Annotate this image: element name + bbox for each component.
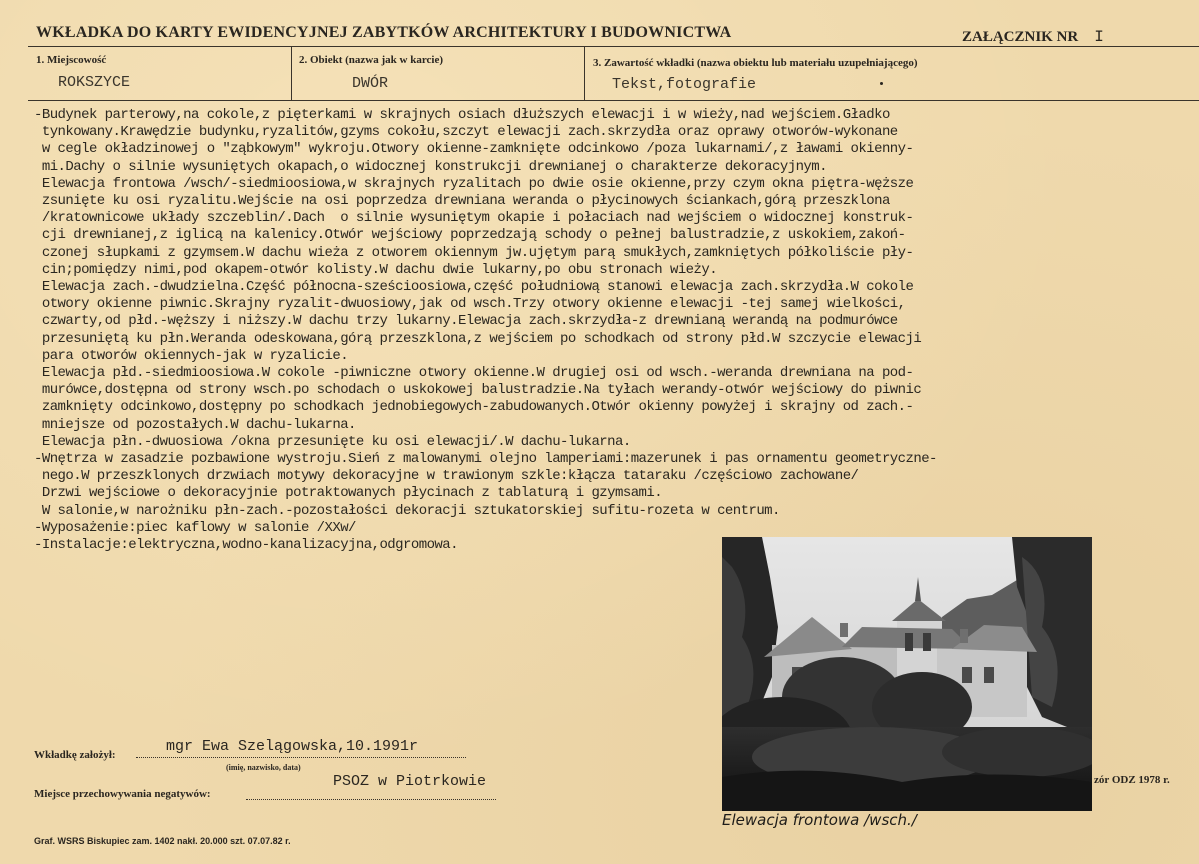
description-line: cji drewnianej,z iglicą na kalenicy.Otwór wejściowy poprzedzają schody o pełnej balustradzie,z uskokiem,zakoń- xyxy=(34,227,906,244)
description-line: przesuniętą ku płn.Weranda odeskowana,górą przeszklona,z wejściem po schodkach od strony płd.W szczycie elewacji xyxy=(34,330,922,347)
content-label: 3. Zawartość wkładki (nazwa obiektu lub materiału uzupełniającego) xyxy=(593,57,918,69)
description-line: W salonie,w narożniku płn-zach.-pozostałości dekoracji sztukatorskiej sufitu-rozeta w centrum. xyxy=(34,502,780,519)
description-line: Elewacja płn.-dwuosiowa /okna przesunięte ku osi elewacji/.W dachu-lukarna. xyxy=(34,433,631,450)
storage-label: Miejsce przechowywania negatywów: xyxy=(34,788,211,800)
author-dotted-line xyxy=(136,757,466,758)
description-line: -Budynek parterowy,na cokole,z pięterkami w skrajnych osiach dłuższych elewacji i w wieży,nad wejściem.Gładko xyxy=(34,107,890,123)
description-line: otwory okienne piwnic.Skrajny ryzalit-dwuosiowy,jak od wsch.Trzy otwory okienne elewacji -tej samej wielkości, xyxy=(34,296,906,313)
description-line: mniejsze od pozostałych.W dachu-lukarna. xyxy=(34,416,356,433)
description-line: -Instalacje:elektryczna,wodno-kanalizacyjna,odgromowa. xyxy=(34,537,458,554)
card-title: WKŁADKA DO KARTY EWIDENCYJNEJ ZABYTKÓW ARCHITEKTURY I BUDOWNICTWA xyxy=(36,24,732,41)
content-value: Tekst,fotografie xyxy=(612,76,757,93)
author-value: mgr Ewa Szelągowska,10.1991r xyxy=(166,738,419,755)
description-text xyxy=(34,107,1194,554)
annex-label-text: ZAŁĄCZNIK NR xyxy=(962,29,1079,45)
locality-value: ROKSZYCE xyxy=(58,74,131,91)
header-bottom-rule xyxy=(28,100,1199,101)
description-line: -Wyposażenie:piec kaflowy w salonie /XXw/ xyxy=(34,519,356,536)
photo-drawing xyxy=(722,537,1092,811)
description-line: Drzwi wejściowe o dekoracyjnie potraktowanych płycinach z tablaturą i gzymsami. xyxy=(34,485,663,502)
description-line: tynkowany.Krawędzie budynku,ryzalitów,gzyms cokołu,szczyt elewacji zach.skrzydła oraz oprawy otworów-wykonane xyxy=(34,124,898,141)
description-line: czwarty,od płd.-węższy i niższy.W dachu trzy lukarny.Elewacja zach.skrzydła-z drewnianą werandą na podmurówce xyxy=(34,313,898,330)
description-line: Elewacja zach.-dwudzielna.Część północna-sześcioosiowa,część południową stanowi elewacja zach.skrzydła.W cokole xyxy=(34,279,914,296)
description-line: w cegle okładzinowej o "ząbkowym" wykroju.Otwory okienne-zamknięte odcinkowo /poza lukarnami/,z ławami okienny- xyxy=(34,141,914,158)
locality-label: 1. Miejscowość xyxy=(36,54,107,66)
description-line: nego.W przeszklonych drzwiach motywy dekoracyjne w trawionym szkle:kłącza tataraku /częściowo zachowane/ xyxy=(34,468,859,485)
storage-value: PSOZ w Piotrkowie xyxy=(333,773,487,790)
description-line: para otworów okiennych-jak w ryzalicie. xyxy=(34,347,349,364)
description-line: zamknięty odcinkowo,dostępny po schodkach jednobiegowych-zabudowanych.Otwór okienny powyżej i skrajny od zach.- xyxy=(34,399,914,416)
storage-dotted-line xyxy=(246,799,496,800)
author-hint: (imię, nazwisko, data) xyxy=(226,763,301,772)
description-line: Elewacja płd.-siedmioosiowa.W cokole -piwniczne otwory okienne.W drugiej osi od wsch.-weranda drewniana na pod- xyxy=(34,365,914,382)
object-label: 2. Obiekt (nazwa jak w karcie) xyxy=(299,54,444,66)
photo-caption: Elewacja frontowa /wsch./ xyxy=(722,811,917,829)
dot-mark xyxy=(880,82,883,85)
form-reference: zór ODZ 1978 r. xyxy=(1094,774,1170,786)
description-line: czonej słupkami z gzymsem.W dachu wieża z otworem okiennym jw.ujętym parą smukłych,zamkniętych półkoliście pły- xyxy=(34,244,914,261)
description-line: zsunięte ku osi ryzalitu.Wejście na osi poprzedza drewniana weranda o płycinowych ściankach,górą przeszklona xyxy=(34,193,890,210)
description-line: cin;pomiędzy nimi,pod okapem-otwór kolisty.W dachu dwie lukarny,po obu stronach wieży. xyxy=(34,261,718,278)
author-label: Wkładkę założył: xyxy=(34,749,116,761)
header-top-rule xyxy=(28,46,1199,47)
object-value: DWÓR xyxy=(352,75,389,92)
description-line: -Wnętrza w zasadzie pozbawione wystroju.Sień z malowanymi olejno lamperiami:mazerunek i pas ornamentu geometryczne- xyxy=(34,451,937,468)
description-line: Elewacja frontowa /wsch/-siedmioosiowa,w skrajnych ryzalitach po dwie osie okienne,przy czym okna piętra-węższe xyxy=(34,175,914,192)
annex-number: I xyxy=(1094,28,1104,46)
header-divider-1 xyxy=(291,46,292,100)
annex-label xyxy=(962,28,1104,46)
description-line: mi.Dachy o silnie wysuniętych okapach,o widocznej konstrukcji drewnianej o charakterze dekoracyjnym. xyxy=(34,158,827,175)
building-photograph xyxy=(722,537,1092,811)
description-line: murówce,dostępna od strony wsch.po schodach o uskokowej balustradzie.Na tyłach werandy-otwór wejściowy do piwnic xyxy=(34,382,922,399)
printer-imprint: Graf. WSRS Biskupiec zam. 1402 nakł. 20.000 szt. 07.07.82 r. xyxy=(34,836,291,846)
header-divider-2 xyxy=(584,46,585,100)
description-line: /kratownicowe układy szczeblin/.Dach o silnie wysuniętym okapie i połaciach nad wejściem o widocznej konstruk- xyxy=(34,210,914,227)
